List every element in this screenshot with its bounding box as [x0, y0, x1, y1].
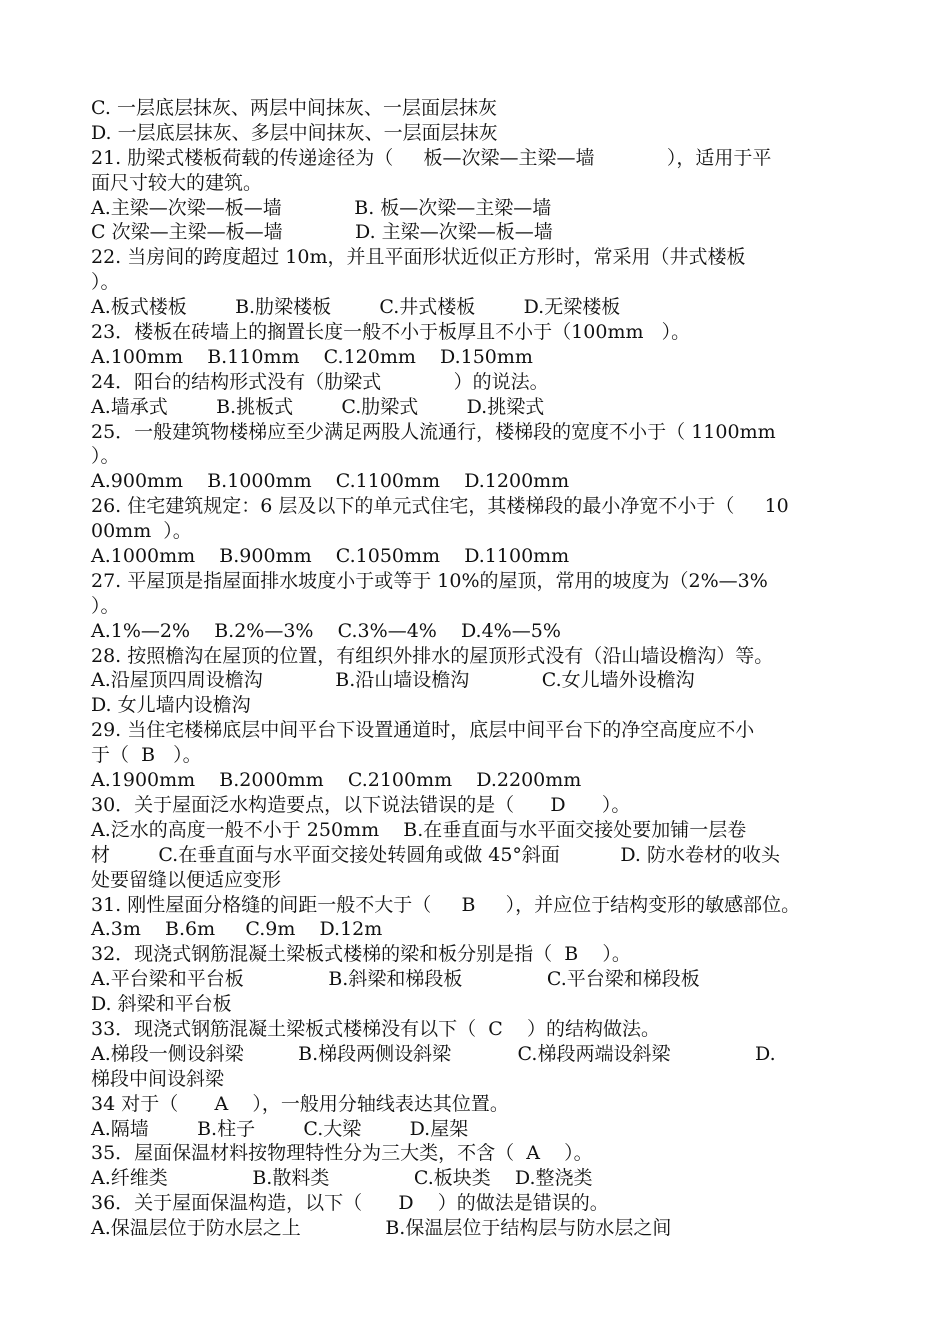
question-32: 32．现浇式钢筋混凝土梁板式楼梯的梁和板分别是指（ B ）。	[91, 943, 631, 966]
options-line: A.1000mm B.900mm C.1050mm D.1100mm	[91, 545, 570, 568]
options-line: A.隔墙 B.柱子 C.大梁 D.屋架	[91, 1117, 469, 1140]
question-34: 34 对于（ A ），一般用分轴线表达其位置。	[91, 1092, 509, 1115]
question-26: 26. 住宅建筑规定：6 层及以下的单元式住宅，其楼梯段的最小净宽不小于（ 10	[91, 495, 789, 518]
text-line: ）。	[91, 594, 120, 617]
text-line: 于（ B ）。	[91, 744, 202, 767]
options-line: A.100mm B.110mm C.120mm D.150mm	[91, 345, 533, 368]
question-28: 28. 按照檐沟在屋顶的位置，有组织外排水的屋顶形式没有（沿山墙设檐沟）等。	[91, 644, 774, 667]
options-line: 梯段中间设斜梁	[91, 1067, 225, 1090]
options-line: 处要留缝以便适应变形	[91, 868, 282, 891]
options-line: A.900mm B.1000mm C.1100mm D.1200mm	[91, 470, 570, 493]
options-line: A.3m B.6m C.9m D.12m	[91, 918, 383, 941]
question-25: 25．一般建筑物楼梯应至少满足两股人流通行，楼梯段的宽度不小于（ 1100mm	[91, 420, 776, 443]
question-33: 33．现浇式钢筋混凝土梁板式楼梯没有以下（ C ）的结构做法。	[91, 1017, 660, 1040]
document-page	[91, 96, 871, 1241]
options-line: 材 C.在垂直面与水平面交接处转圆角或做 45°斜面 D. 防水卷材的收头	[91, 843, 780, 866]
question-30: 30．关于屋面泛水构造要点，以下说法错误的是（ D ）。	[91, 793, 631, 816]
options-line: A.1900mm B.2000mm C.2100mm D.2200mm	[91, 769, 582, 792]
options-line: A.沿屋顶四周设檐沟 B.沿山墙设檐沟 C.女儿墙外设檐沟	[91, 669, 695, 692]
question-22: 22. 当房间的跨度超过 10m，并且平面形状近似正方形时，常采用（井式楼板	[91, 246, 746, 269]
text-line: ）。	[91, 445, 120, 468]
options-line: D. 女儿墙内设檐沟	[91, 694, 251, 717]
question-21: 21. 肋梁式楼板荷载的传递途径为（ 板—次梁—主梁—墙 ），适用于平	[91, 146, 772, 169]
options-line: A.墙承式 B.挑板式 C.肋梁式 D.挑梁式	[91, 395, 545, 418]
question-24: 24．阳台的结构形式没有（肋梁式 ）的说法。	[91, 370, 549, 393]
question-23: 23．楼板在砖墙上的搁置长度一般不小于板厚且不小于（100mm ）。	[91, 321, 691, 344]
options-line: A.板式楼板 B.肋梁楼板 C.井式楼板 D.无梁楼板	[91, 296, 621, 319]
text-line: ）。	[91, 271, 120, 294]
options-line: C 次梁—主梁—板—墙 D. 主梁—次梁—板—墙	[91, 221, 553, 244]
options-line: A.泛水的高度一般不小于 250mm B.在垂直面与水平面交接处要加铺一层卷	[91, 818, 747, 841]
text-line: 00mm ）。	[91, 520, 192, 543]
question-35: 35．屋面保温材料按物理特性分为三大类，不含（ A ）。	[91, 1142, 593, 1165]
options-line: A.保温层位于防水层之上 B.保温层位于结构层与防水层之间	[91, 1217, 672, 1240]
text-line: 面尺寸较大的建筑。	[91, 171, 263, 194]
options-line: A.1%—2% B.2%—3% C.3%—4% D.4%—5%	[91, 619, 561, 642]
question-31: 31. 刚性屋面分格缝的间距一般不大于（ B ），并应位于结构变形的敏感部位。	[91, 893, 801, 916]
options-line: A.平台梁和平台板 B.斜梁和梯段板 C.平台梁和梯段板	[91, 968, 700, 991]
options-line: A.梯段一侧设斜梁 B.梯段两侧设斜梁 C.梯段两端设斜梁 D.	[91, 1042, 776, 1065]
options-line: D. 斜梁和平台板	[91, 993, 232, 1016]
text-line: D. 一层底层抹灰、多层中间抹灰、一层面层抹灰	[91, 121, 498, 144]
question-36: 36．关于屋面保温构造，以下（ D ）的做法是错误的。	[91, 1192, 609, 1215]
text-line: C. 一层底层抹灰、两层中间抹灰、一层面层抹灰	[91, 97, 497, 119]
options-line: A.纤维类 B.散料类 C.板块类 D.整浇类	[91, 1167, 593, 1190]
options-line: A.主梁—次梁—板—墙 B. 板—次梁—主梁—墙	[91, 196, 552, 219]
question-29: 29. 当住宅楼梯底层中间平台下设置通道时，底层中间平台下的净空高度应不小	[91, 719, 755, 742]
question-27: 27. 平屋顶是指屋面排水坡度小于或等于 10%的屋顶，常用的坡度为（2%—3%	[91, 569, 768, 592]
